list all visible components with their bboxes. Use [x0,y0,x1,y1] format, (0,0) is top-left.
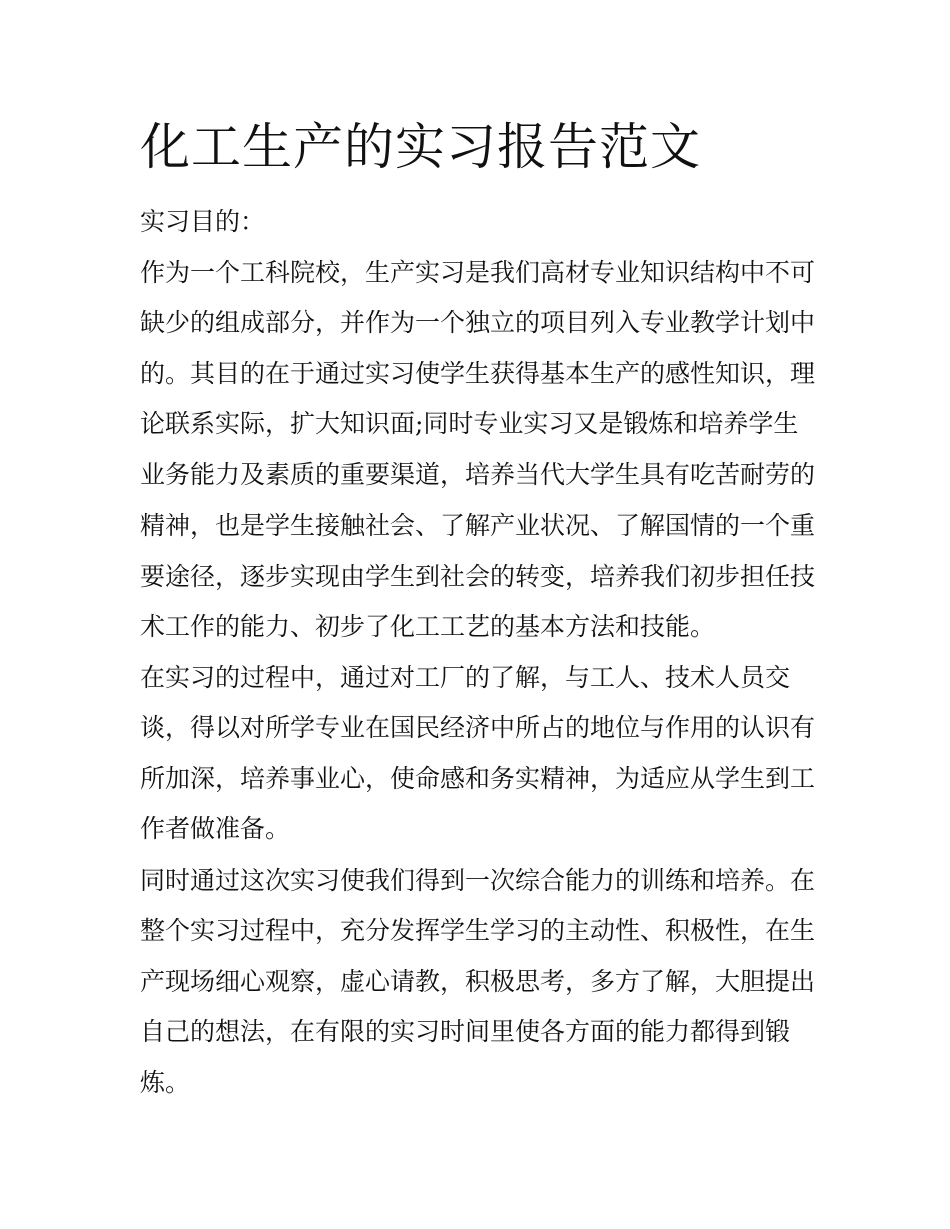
section-heading: 实习目的： [140,207,266,236]
text-line: 所加深，培养事业心，使命感和务实精神，为适应从学生到工 [140,764,816,793]
text-line: 整个实习过程中，充分发挥学生学习的主动性、积极性，在生 [140,916,816,945]
text-line: 术工作的能力、初步了化工工艺的基本方法和技能。 [140,612,716,641]
text-line: 要途径，逐步实现由学生到社会的转变，培养我们初步担任技 [140,562,816,591]
text-line: 在实习的过程中，通过对工厂的了解，与工人、技术人员交 [140,663,791,692]
text-line: 的。其目的在于通过实习使学生获得基本生产的感性知识，理 [140,359,816,388]
text-line: 论联系实际，扩大知识面;同时专业实习又是锻炼和培养学生 [140,409,799,438]
text-line: 精神，也是学生接触社会、了解产业状况、了解国情的一个重 [140,511,816,540]
text-line: 谈，得以对所学专业在国民经济中所占的地位与作用的认识有 [140,713,816,742]
text-line: 作者做准备。 [140,814,291,843]
text-line: 业务能力及素质的重要渠道，培养当代大学生具有吃苦耐劳的 [140,460,816,489]
document-title: 化工生产的实习报告范文 [140,118,701,176]
text-line: 同时通过这次实习使我们得到一次综合能力的训练和培养。在 [140,866,816,895]
text-line: 炼。 [140,1068,191,1097]
text-line: 自己的想法，在有限的实习时间里使各方面的能力都得到锻 [140,1017,791,1046]
text-line: 产现场细心观察，虚心请教，积极思考，多方了解，大胆提出 [140,967,816,996]
text-line: 作为一个工科院校，生产实习是我们高材专业知识结构中不可 [140,258,816,287]
text-line: 缺少的组成部分，并作为一个独立的项目列入专业教学计划中 [140,308,816,337]
